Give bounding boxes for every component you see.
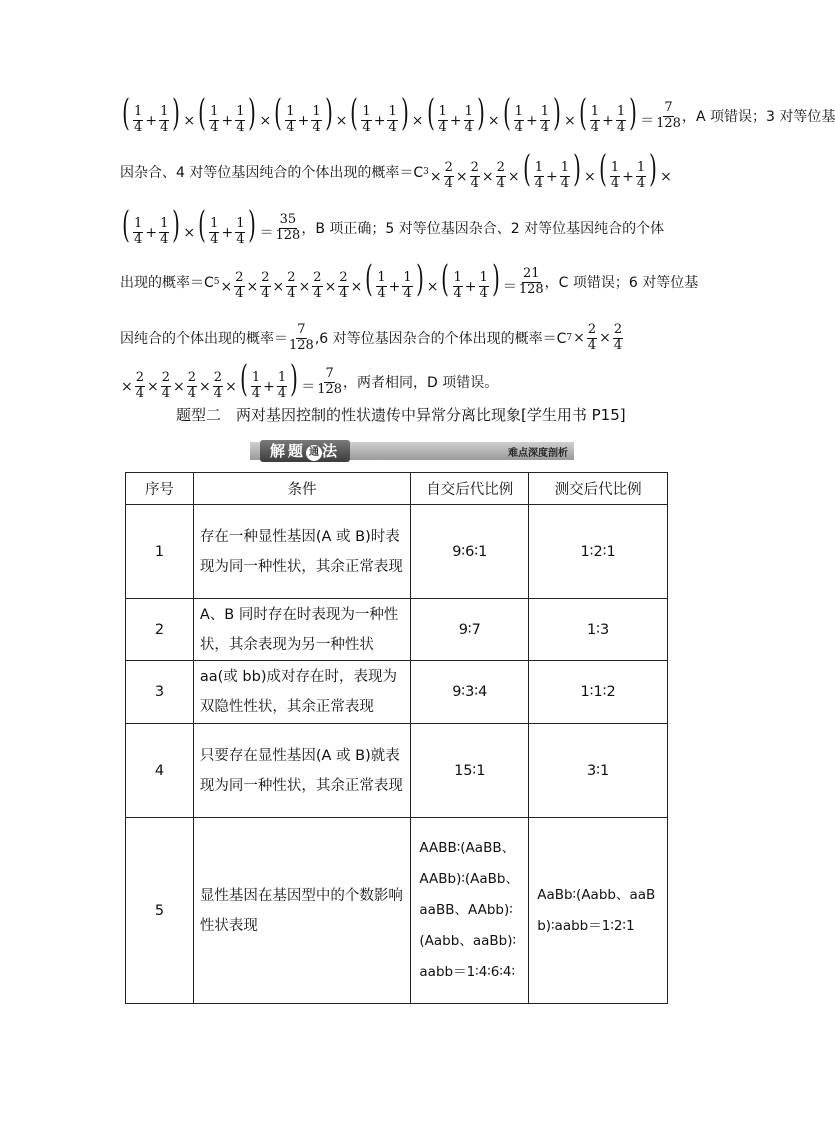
probability-expression-3: ( $\frac{1}{4}$ + $\frac{1}{4}$ ) ×( $\frac{1}{4}$ + $\frac{1}{4}$ ) ＝ (122, 204, 274, 248)
row-testcross-ratio: 1∶2∶1 (529, 505, 668, 599)
row-testcross-ratio: 1∶3 (529, 599, 668, 661)
row-number: 2 (126, 599, 194, 661)
text-homozygous-6: 因纯合的个体出现的概率＝ (120, 331, 288, 347)
row-condition: 只要存在显性基因(A 或 B)就表现为同一种性状，其余正常表现 (193, 724, 411, 818)
fraction-35-128: $\frac{35}{128}$ (275, 211, 301, 243)
text-option-b: ，B 项正确；5 对等位基因杂合、2 对等位基因纯合的个体 (301, 221, 665, 237)
fraction-7-128: $\frac{7}{128}$ (656, 99, 681, 131)
probability-expression-2: × $\frac{2}{4}$ × $\frac{2}{4}$ × $\frac{2}{4}$ ×( $\frac{1}{4}$ + $\frac{1}{4}$ ) ×( $\frac{1}{4}$ + $\frac{1}{4}$ ) × (429, 148, 672, 192)
formula-line-5: 因纯合的个体出现的概率＝ $\frac{7}{128}$ ,6 对等位基因杂合的个体出现的概率＝C 7 × $\frac{2}{4}$ × $\frac{2}{4}$ (120, 321, 623, 353)
text-appear-probability: 出现的概率＝C (120, 275, 214, 291)
combination-superscript: 7 (566, 333, 573, 343)
row-selfing-ratio: 9∶3∶4 (411, 661, 529, 724)
table-row (126, 661, 668, 724)
method-banner (250, 440, 574, 462)
combination-superscript: 3 (423, 167, 429, 177)
row-condition: 存在一种显性基因(A 或 B)时表现为同一种性状，其余正常表现 (193, 505, 411, 599)
row-selfing-ratio: 15∶1 (411, 724, 529, 818)
formula-line-4 (120, 258, 699, 302)
banner-circle-badge: 通 (306, 445, 322, 461)
row-number: 4 (126, 724, 194, 818)
table-row (126, 599, 668, 661)
table-row (126, 818, 668, 1004)
fraction-21-128: $\frac{21}{128}$ (518, 265, 544, 297)
text-option-c: ，C 项错误；6 对等位基 (544, 275, 699, 291)
header-selfing-ratio: 自交后代比例 (411, 473, 529, 505)
row-condition: aa(或 bb)成对存在时，表现为双隐性性状，其余正常表现 (193, 661, 411, 724)
header-condition: 条件 (193, 473, 411, 505)
probability-expression-1: ( $\frac{1}{4}$ + $\frac{1}{4}$ ) ×( $\frac{1}{4}$ + $\frac{1}{4}$ ) ×( $\frac{1}{4}$ + $\frac{1}{4}$ ) ×( $\frac{1}{4}$ + $\frac{1}{4}$ ) ×( $\frac{1}{4}$ + $\frac{1}{4}$ ) ×( $\frac{1}{4}$ + $\frac{1}{4}$ ) ×( $\frac{1}{4}$ + $\frac{1}{4}$ ) ＝ (122, 92, 655, 136)
row-testcross-ratio: 1∶1∶2 (529, 661, 668, 724)
segregation-ratio-table (125, 472, 668, 1004)
fraction-2-4: $\frac{2}{4}$ (587, 321, 597, 353)
probability-expression-6: × $\frac{2}{4}$ × $\frac{2}{4}$ × $\frac{2}{4}$ × $\frac{2}{4}$ ×( $\frac{1}{4}$ + $\frac{1}{4}$ ) ＝ (121, 358, 316, 402)
row-condition: 显性基因在基因型中的个数影响性状表现 (193, 818, 411, 1004)
table-row (126, 724, 668, 818)
formula-line-2 (120, 148, 680, 192)
formula-line-3 (120, 204, 680, 248)
row-testcross-ratio: AaBb∶(Aabb、aaBb)∶aabb＝1∶2∶1 (529, 818, 668, 1004)
fraction-2-4: $\frac{2}{4}$ (613, 321, 623, 353)
row-selfing-ratio: 9∶6∶1 (411, 505, 529, 599)
table-row (126, 505, 668, 599)
text-heterozygous-3: 因杂合、4 对等位基因纯合的个体出现的概率＝C (120, 165, 424, 181)
header-number: 序号 (126, 473, 194, 505)
row-number: 5 (126, 818, 194, 1004)
row-selfing-ratio: 9∶7 (411, 599, 529, 661)
banner-label: 解题 通 法 (260, 440, 350, 462)
banner-subtitle: 难点深度剖析 (508, 448, 568, 459)
text-heterozygous-6: ,6 对等位基因杂合的个体出现的概率＝C (314, 331, 567, 347)
text-option-d: ，两者相同，D 项错误。 (343, 375, 499, 391)
probability-expression-4: × $\frac{2}{4}$ × $\frac{2}{4}$ × $\frac{2}{4}$ × $\frac{2}{4}$ × $\frac{2}{4}$ ×( $\frac{1}{4}$ + $\frac{1}{4}$ ) ×( $\frac{1}{4}$ + $\frac{1}{4}$ ) ＝ (220, 258, 517, 302)
fraction-7-128: $\frac{7}{128}$ (317, 365, 343, 397)
row-number: 1 (126, 505, 194, 599)
row-number: 3 (126, 661, 194, 724)
text-option-a: ，A 项错误；3 对等位基 (681, 109, 835, 125)
row-testcross-ratio: 3∶1 (529, 724, 668, 818)
row-condition: A、B 同时存在时表现为一种性状，其余表现为另一种性状 (193, 599, 411, 661)
fraction-7-128: $\frac{7}{128}$ (289, 321, 314, 353)
combination-superscript: 5 (213, 277, 220, 287)
header-testcross-ratio: 测交后代比例 (529, 473, 668, 505)
table-header-row (126, 473, 668, 505)
section-title: 题型二 两对基因控制的性状遗传中异常分离比现象[学生用书 P15] (176, 406, 626, 424)
row-selfing-ratio: AABB∶(AaBB、AABb)∶(AaBb、aaBB、AAbb)∶(Aabb、aaBb)∶aabb＝1∶4∶6∶4∶ (411, 818, 529, 1004)
formula-line-6 (120, 358, 680, 402)
formula-line-1 (120, 92, 835, 136)
